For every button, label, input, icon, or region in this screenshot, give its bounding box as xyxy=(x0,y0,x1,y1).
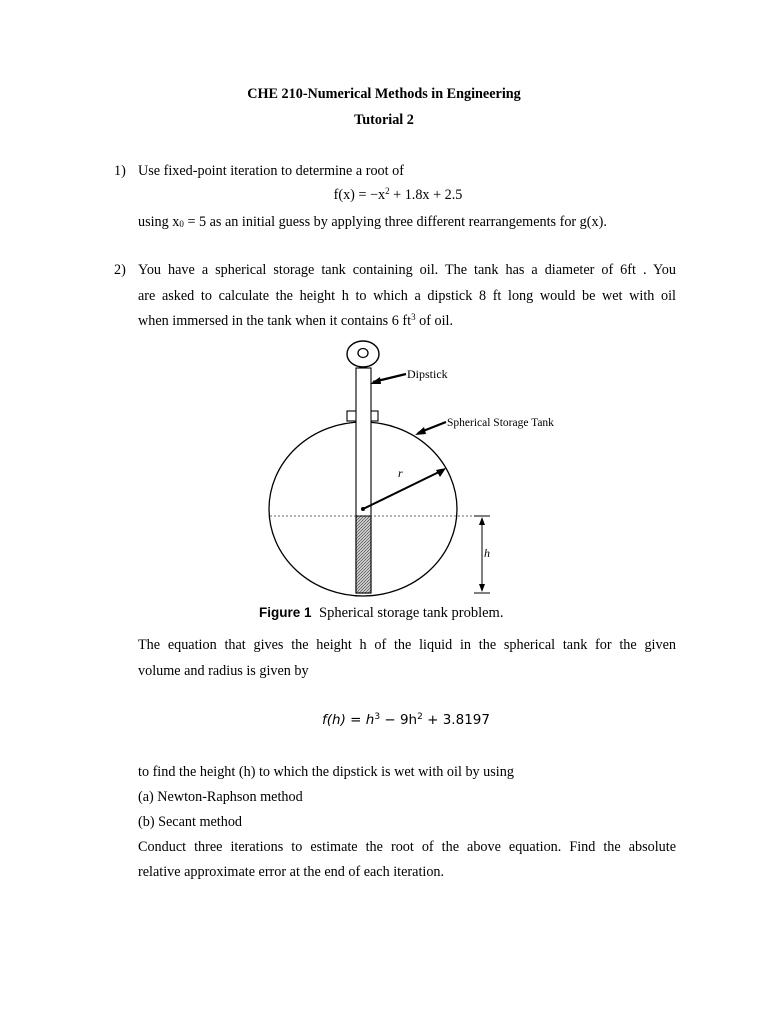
equation-intro-line1: The equation that gives the height h of the liquid in the spherical tank for the given xyxy=(138,637,676,653)
question-1-number: 1) xyxy=(114,163,126,179)
equation-intro-line2: volume and radius is given by xyxy=(138,663,309,679)
height-label: h xyxy=(484,546,490,560)
conduct-line2: relative approximate error at the end of each iteration. xyxy=(138,864,445,880)
figure-caption: Figure 1 Spherical storage tank problem. xyxy=(259,605,504,621)
document-subtitle: Tutorial 2 xyxy=(354,112,414,128)
conduct-line1: Conduct three iterations to estimate the root of the above equation. Find the absolute xyxy=(138,839,676,855)
height-equation: $f(h) = h^3 - 9h^2 + 3.8197$ xyxy=(322,712,490,728)
method-b: (b) Secant method xyxy=(138,814,243,830)
question-1-line2: using $x_0 = 5$ as an initial guess by applying three different rearrangements for g(x). xyxy=(138,214,607,230)
radius-label: r xyxy=(398,466,403,480)
question-2-line1: You have a spherical storage tank containing oil. The tank has a diameter of 6ft . You xyxy=(138,262,676,278)
question-2-line3: when immersed in the tank when it contains 6 $ft^3$ of oil. xyxy=(138,312,453,329)
question-2-line2: are asked to calculate the height h to which a dipstick 8 ft long would be wet with oil xyxy=(138,288,676,304)
spherical-tank-figure xyxy=(250,338,580,628)
methods-intro: to find the height (h) to which the dipstick is wet with oil by using xyxy=(138,764,514,780)
question-1-line1: Use fixed-point iteration to determine a root of xyxy=(138,163,404,179)
question-2-number: 2) xyxy=(114,262,126,278)
dipstick-wet-portion xyxy=(356,516,371,593)
question-1-equation: $f(x) = -x^2 + 1.8x + 2.5$ xyxy=(333,186,463,203)
method-a: (a) Newton-Raphson method xyxy=(138,789,303,805)
dipstick-label: Dipstick xyxy=(407,367,448,381)
document-title: CHE 210-Numerical Methods in Engineering xyxy=(247,86,521,102)
tank-label: Spherical Storage Tank xyxy=(447,417,554,429)
